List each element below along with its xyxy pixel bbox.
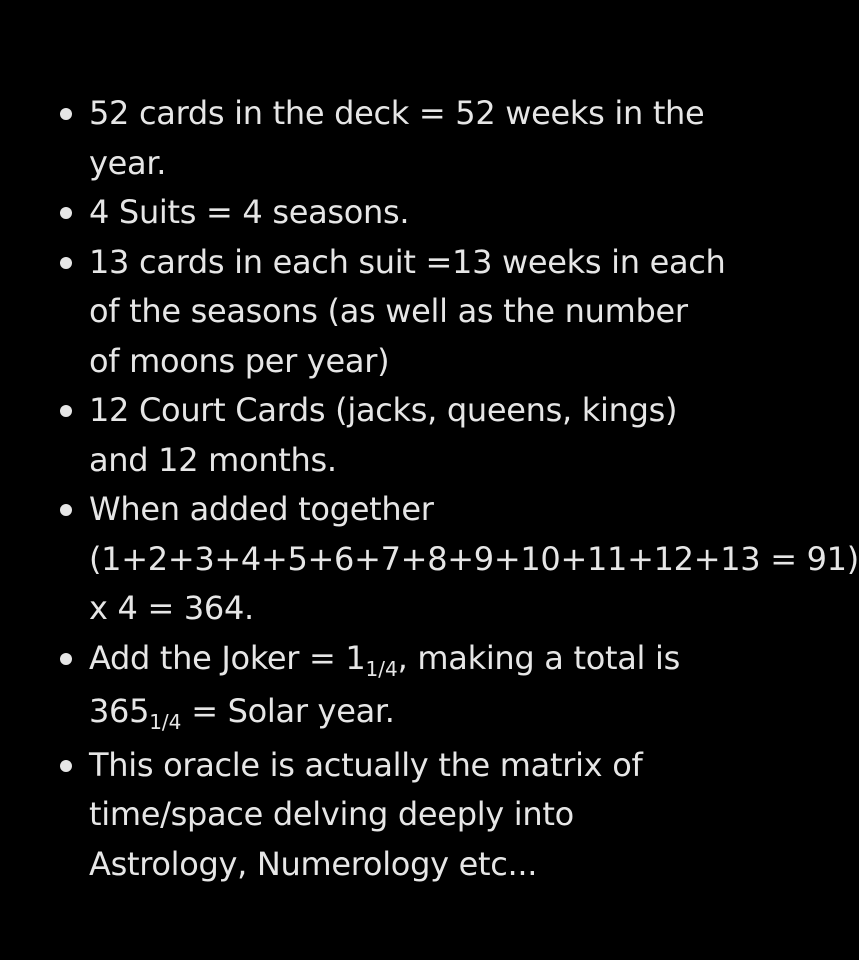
list-item-line: 4 Suits = 4 seasons. [89, 193, 410, 231]
subscript-fraction: 1/4 [149, 710, 182, 734]
list-item-court-cards [0, 386, 773, 485]
bullet-dot-icon [60, 108, 72, 120]
list-item-line [89, 687, 745, 741]
text-segment: Add the Joker = 1 [89, 638, 366, 677]
list-item-cards-per-suit [0, 238, 773, 387]
list-item-line: (1+2+3+4+5+6+7+8+9+10+11+12+13 = 91) [89, 539, 859, 578]
list-item-deck-weeks [0, 89, 773, 188]
list-item-line: x 4 = 364. [89, 589, 254, 627]
text-segment: , making a total is [397, 638, 680, 677]
bullet-dot-icon [60, 760, 72, 772]
list-item-line: and 12 months. [89, 440, 337, 479]
list-item-line: of the seasons (as well as the number [89, 292, 688, 330]
list-item-line: time/space delving deeply into [89, 795, 574, 833]
list-item-suits-seasons [0, 188, 773, 238]
text-segment: 365 [89, 692, 150, 730]
list-item-joker [0, 634, 773, 741]
fact-list [0, 89, 859, 889]
list-item-line: Astrology, Numerology etc... [89, 844, 538, 883]
list-item-line: When added together [89, 490, 434, 528]
list-item-oracle-matrix [0, 741, 773, 890]
bullet-dot-icon [60, 207, 72, 219]
text-segment: = Solar year. [181, 692, 395, 730]
list-item-line: This oracle is actually the matrix of [89, 745, 643, 784]
list-item-sum-total [0, 485, 859, 634]
list-item-line: year. [89, 143, 167, 182]
list-item-line: 13 cards in each suit =13 weeks in each [89, 242, 726, 281]
list-item-line: 52 cards in the deck = 52 weeks in the [89, 94, 705, 132]
bullet-dot-icon [60, 504, 72, 516]
bullet-dot-icon [60, 405, 72, 417]
list-item-line: 12 Court Cards (jacks, queens, kings) [89, 391, 678, 429]
bullet-dot-icon [60, 653, 72, 665]
bullet-dot-icon [60, 257, 72, 269]
list-item-line [89, 634, 745, 688]
list-item-line: of moons per year) [89, 341, 390, 380]
subscript-fraction: 1/4 [365, 656, 398, 681]
